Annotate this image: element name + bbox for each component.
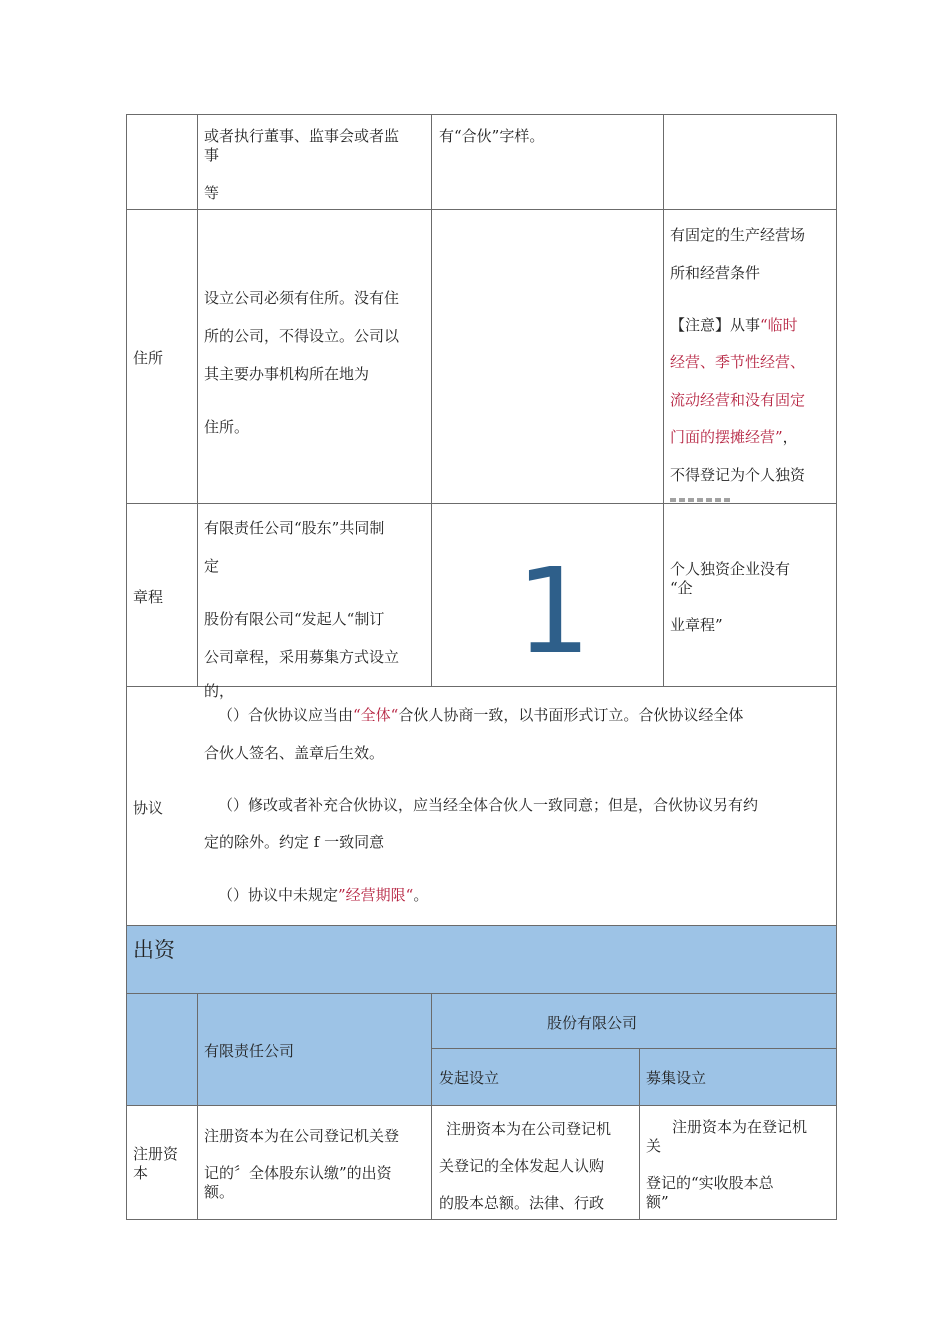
row2-col4-red-3: 流动经营和没有固定 [670, 391, 806, 409]
rule [431, 993, 432, 1220]
row5-col2-line3: 额。 [204, 1183, 235, 1201]
row2-label: 住所 [133, 349, 164, 367]
row5-col2-line2: 记的〞全体股东认缴”的出资 [204, 1164, 392, 1182]
p1-prefix: （）合伙协议应当由 [218, 706, 354, 724]
row2-col4-line6 [670, 428, 798, 446]
row3-col2-line4: 公司章程，采用募集方式设立 [204, 648, 400, 666]
row3-col2-line2: 定 [204, 557, 220, 575]
rule [836, 114, 837, 1220]
rule [126, 925, 837, 926]
row2-col4-red-2: 经营、季节性经营、 [670, 353, 806, 371]
row2-col2-line3: 其主要办事机构所在地为 [204, 365, 370, 383]
row1-col2-line3: 等 [204, 184, 220, 202]
rule [126, 1105, 837, 1106]
p1-suffix: 合伙人协商一致，以书面形式订立。合伙协议经全体 [398, 706, 744, 724]
row2-col2-line4: 住所。 [204, 418, 250, 436]
rule [126, 993, 837, 994]
row3-label: 章程 [133, 588, 164, 606]
page-number-watermark: 1 [516, 542, 592, 680]
note-prefix: 【注意】从事 [670, 316, 761, 334]
section-header-bg [126, 926, 836, 993]
row5-col4-line3: 登记的“实收股本总 [646, 1174, 774, 1192]
row5-label-line2: 本 [133, 1164, 149, 1182]
p3-suffix: 。 [413, 886, 429, 904]
row3-col2-clip [198, 504, 431, 700]
row2-col4-clip [664, 210, 836, 503]
clipped-next-line [670, 498, 730, 502]
row1-col3-text: 有“合伙”字样。 [439, 127, 545, 145]
row3-col4-line3: 业章程” [670, 616, 723, 634]
rule [126, 1219, 837, 1220]
header-promotion: 发起设立 [439, 1069, 500, 1087]
row5-col4-line1: 注册资本为在登记机 [672, 1118, 808, 1136]
note-red-4: 门面的摆摊经营” [670, 428, 783, 446]
p3-prefix: （）协议中未规定 [218, 886, 339, 904]
note-red-1: “临时 [760, 316, 798, 334]
row3-col4-line2: “企 [670, 579, 693, 597]
row2-col2-line2: 所的公司，不得设立。公司以 [204, 327, 400, 345]
header-jsc: 股份有限公司 [547, 1014, 638, 1032]
rule [431, 1048, 837, 1049]
row5-col3-line1: 注册资本为在公司登记机 [446, 1120, 612, 1138]
p3-red: ”经营期限“ [338, 886, 414, 904]
row3-col2-line3: 股份有限公司“发起人“制订 [204, 610, 385, 628]
row4-p3-line1 [218, 886, 428, 904]
row5-col3-line3: 的股本总额。法律、行政 [439, 1194, 605, 1212]
row2-col4-line1: 有固定的生产经营场 [670, 226, 806, 244]
row2-col4-line7: 不得登记为个人独资 [670, 466, 806, 484]
row1-col2-line1: 或者执行董事、监事会或者监 [204, 127, 400, 145]
header-llc: 有限责任公司 [204, 1042, 295, 1060]
row4-p2-line1: （）修改或者补充合伙协议，应当经全体合伙人一致同意；但是，合伙协议另有约 [218, 796, 759, 814]
row4-label: 协议 [133, 799, 164, 817]
p1-red: “全体“ [353, 706, 399, 724]
row1-col2-line2: 事 [204, 146, 220, 164]
rule [639, 1048, 640, 1220]
row3-col4-line1: 个人独资企业没有 [670, 560, 791, 578]
row4-p1-line2: 合伙人签名、盖章后生效。 [204, 744, 385, 762]
row5-col4-line4: 额” [646, 1193, 669, 1211]
row2-col4-line2: 所和经营条件 [670, 264, 761, 282]
row3-col2-line1: 有限责任公司“股东”共同制 [204, 519, 385, 537]
rule [126, 114, 127, 1220]
rule [431, 114, 432, 687]
rule [126, 114, 837, 115]
note-after-red: ， [782, 428, 798, 446]
rule [197, 993, 198, 1220]
row5-col3-line2: 关登记的全体发起人认购 [439, 1157, 605, 1175]
row4-p1-line1 [218, 706, 743, 724]
header-offering: 募集设立 [646, 1069, 707, 1087]
row3-col2-line5: 的， [204, 682, 235, 700]
section-title: 出资 [133, 938, 175, 962]
row2-col4-note [670, 316, 798, 334]
row2-col2-line1: 设立公司必须有住所。没有住 [204, 289, 400, 307]
row5-col4-line2: 关 [646, 1137, 662, 1155]
row4-p2-line2: 定的除外。约定 f 一致同意 [204, 833, 385, 851]
row5-col2-line1: 注册资本为在公司登记机关登 [204, 1127, 400, 1145]
row5-label-line1: 注册资 [133, 1145, 179, 1163]
